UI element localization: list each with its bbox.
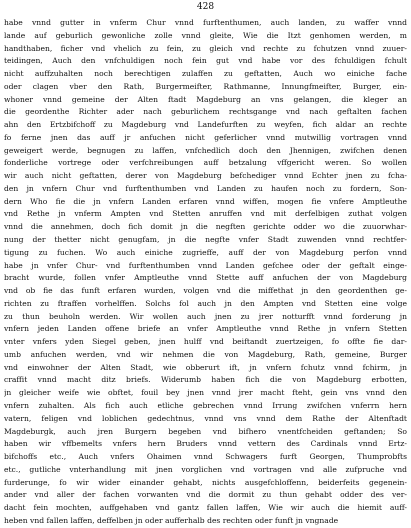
text-line: nung der thetter nicht genugfam, jn die negfte vnfer Stadt zuwenden vnnd rechtfer- <box>4 235 407 245</box>
text-line: ahn den Ertzbifchoff zu Magdeburg vnd Landefurften zu weyfen, fich aldar an rechte <box>4 120 407 130</box>
text-line: fonderliche vortrege oder verfchreibungen auff betzalung vffgericht weren. So wollen <box>4 158 407 168</box>
text-line: richten zu ftraffen vorhelffen. Solchs fol auch jn den Ampten vnd Stetten eine volge <box>4 298 407 308</box>
text-line: vnd einwohner der Alten Stadt, wie obberurt ift, jn vnfern fchutz vnnd fchirm, jn <box>4 362 407 372</box>
text-line: habe jn vnfer Chur- vnd furftenthumben vnnd Landen gefchee oder der geftalt einge- <box>4 260 407 270</box>
text-line: teidingen, Auch den vnfchuldigen noch fein gut vnd habe vor des fchuldigen fchult <box>4 56 407 66</box>
text-line: vnd Rethe jn vnferm Ampten vnd Stetten anruffen vnd mit derfelbigen zuthat volgen <box>4 209 407 219</box>
text-line: nicht auffzuhalten noch berechtigen zulaffen zu geftatten, Auch wo einiche fache <box>4 69 407 79</box>
text-line: vnfern jeden Landen offene briefe an vnfer Amptleuthe vnnd Rethe jn vnfern Stetten <box>4 324 407 334</box>
page-number: 428 <box>196 2 215 12</box>
text-line: whoner vnnd gemeine der Alten ftadt Magdeburg an vns gelangen, die kleger an <box>4 94 407 104</box>
text-line: ander vnd aller der fachen vorwanten vnd die dormit zu thun gehabt odder des ver- <box>4 490 407 500</box>
text-line: den jn vnfern Chur vnd furftenthumben vnd Landen zu haufen noch zu fordern, Son- <box>4 183 407 193</box>
text-line: vnter vnfers yden Siegel geben, jnen hulff vnd beiftandt zuertzeigen, fo offte fie dar- <box>4 337 407 347</box>
text-line: jn gleicher weife wie obftet, fouil bey jnen vnnd jrer macht fteht, gein vns vnnd den <box>4 388 407 398</box>
body-text <box>4 17 407 528</box>
text-line: craffit vnnd macht ditz briefs. Widerumb haben fich die von Magdeburg erbotten, <box>4 375 407 385</box>
text-line: tigung zu fuchen. Wo auch einiche zugrieffe, auff der von Magdeburg perfon vnnd <box>4 247 407 257</box>
text-line: etc., gutliche vnterhandlung mit jnen vorglichen vnd vortragen vnd alle zufpruche vnd <box>4 464 407 474</box>
text-line: heben vnd fallen laffen, deffelben jn oder aufferhalb des rechten oder funft jn vngnade <box>4 515 339 525</box>
text-line: habe vnnd gutter in vnferm Chur vnnd furftenthumen, auch landen, zu waffer vnnd <box>4 18 407 27</box>
text-line: vnfern zuhalten. Als fich auch etliche gebrechen vnnd Irrung zwifchen vnferrn hern <box>4 400 407 410</box>
text-line: vnd ob fie das funft erfaren wurden, volgen vnd die miffethat jn den geordenthen ge- <box>4 286 407 296</box>
text-line: bifchoffs etc., Auch vnfers Ohaimen vnnd Schwagers furft Georgen, Thumprobfts <box>4 452 407 462</box>
text-line: furderunge, fo wir wider einander gehabt, nichts ausgefchloffenn, beiderfeits gegenein- <box>4 477 407 487</box>
text-line: vatern, feligen vnd loblichen gedechtnus, vnnd vns vnnd dem Rathe der Altenftadt <box>4 413 407 423</box>
text-line: haben wir vffbemelts vnfers hern Bruders vnnd vettern des Cardinals vnnd Ertz- <box>4 439 407 449</box>
text-line: die geordenthe Richter ader nach geburlichem rechtsgange vnd nach geftalten fachen <box>4 107 407 117</box>
text-line: oder clagen vber den Rath, Burgermeifter, Rathmanne, Innungfmeifter, Burger, ein- <box>4 81 407 91</box>
text-line: dacht fein mochten, auffgehaben vnd gantz fallen laffen, Wie wir auch die hiemit auff- <box>4 503 407 513</box>
text-line: wir auch nicht geftatten, derer von Magdeburg befchediger vnnd Echter jnen zu fcha- <box>4 171 407 181</box>
text-line: Magdeburgk, auch jren Burgern begeben vnd bifhero vnentfcheiden geftanden; So <box>4 426 407 436</box>
text-line: bracht wurde, follen vnfer Amptleuthe vnnd Stette auff anfuchen der von Magdeburg <box>4 273 407 283</box>
text-line: vnnd die annehmen, doch fich domit jn die negften gerichte odder wo die zuuorwhar- <box>4 222 407 232</box>
text-line: fo ferne jnen das auff jr anfuchen nicht geferlicher vnnd mutwillig vortragen vnnd <box>4 132 407 142</box>
text-line: dern Who fie die jn vnfern Landen erfaren vnnd wiffen, mogen fie vnfere Amptleuthe <box>4 196 407 206</box>
text-line: zu thun beuholn werden. Wir wollen auch jnen zu jrer notturfft vnnd forderung jn <box>4 311 407 321</box>
text-line: geweigert werde, begnugen zu laffen, vnfchedlich doch den Jhennigen, zwifchen denen <box>4 145 407 155</box>
text-line: handthaben, ficher vnd vhelich zu fein, zu gleich vnd rechte zu fchutzen vnnd zuuer- <box>4 43 407 53</box>
text-line: lande auf geburlich gewonliche zolle vnnd gleite, Wie die Itzt genhomen werden, m <box>4 30 407 40</box>
text-line: umb anfuchen werden, vnd wir nehmen die von Magdeburg, Rath, gemeine, Burger <box>4 349 407 359</box>
